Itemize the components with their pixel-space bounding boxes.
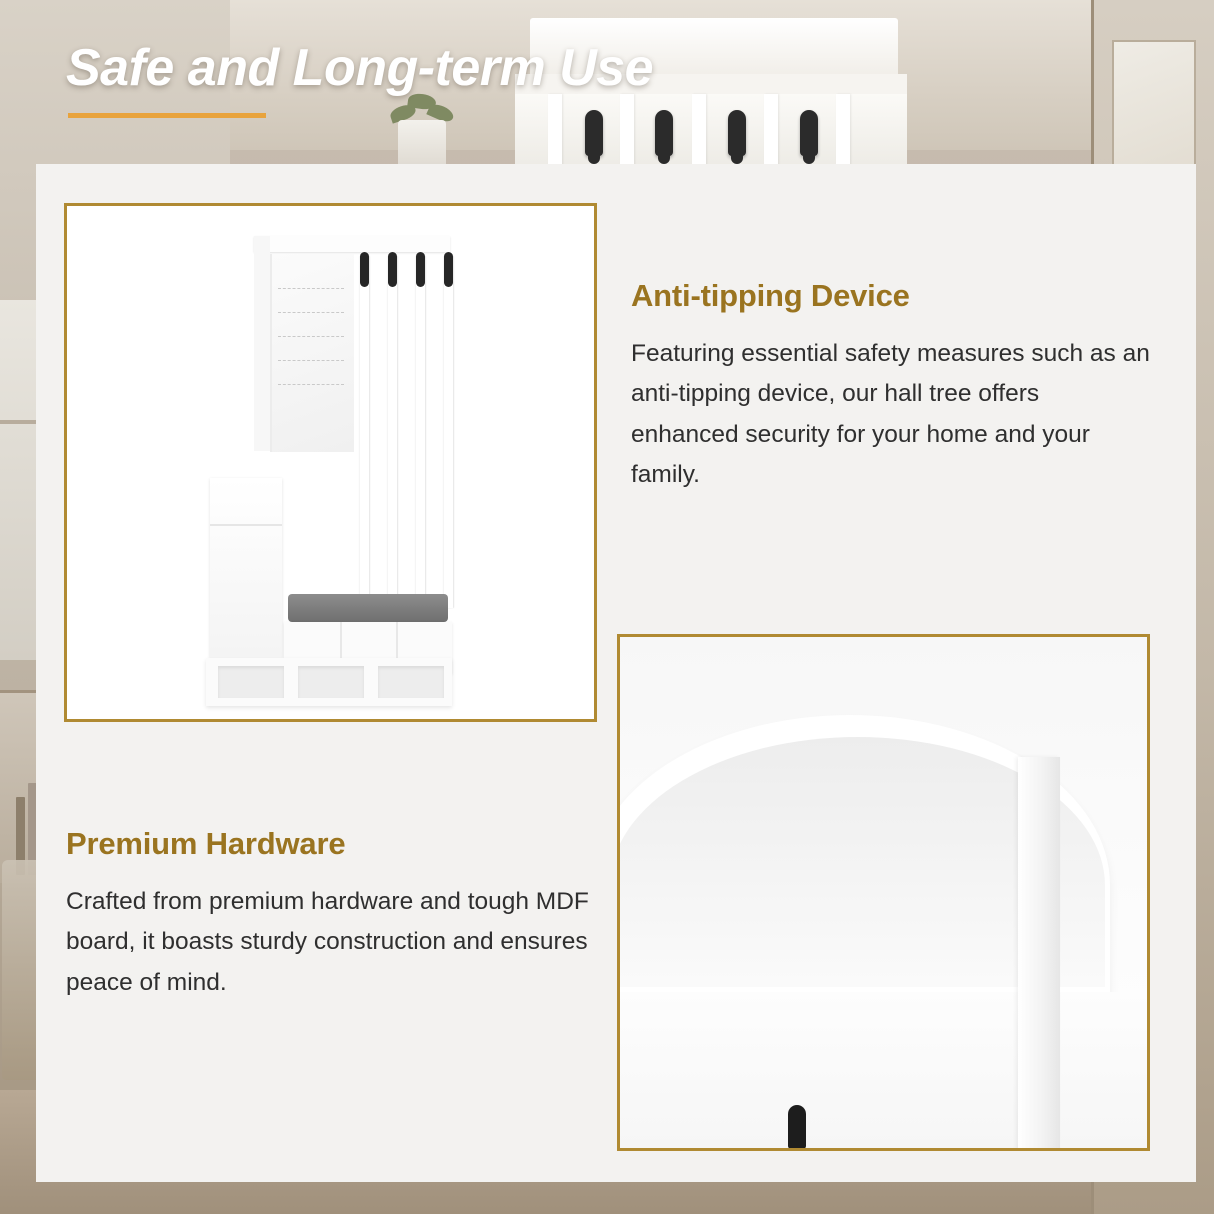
background-hook (800, 110, 818, 156)
hall-tree-illustration (192, 226, 462, 706)
storage-cubby (378, 666, 444, 698)
section-body: Crafted from premium hardware and tough MDF board, it boasts sturdy construction and ensures peace of mind. (66, 888, 589, 996)
closeup-image-frame (617, 634, 1150, 1151)
hall-tree-top-bar (254, 236, 450, 252)
bench-cushion (288, 594, 448, 622)
coat-hook-icon (360, 252, 369, 280)
page-title: Safe and Long-term Use (66, 39, 654, 97)
hall-tree-left-panel (254, 236, 270, 451)
vertical-post (1018, 757, 1060, 1151)
hall-tree-mirror-panel (270, 254, 354, 452)
section-body: Featuring essential safety measures such as an anti-tipping device, our hall tree offers enhanced security for your home and your family. (631, 340, 1150, 489)
section-heading: Anti-tipping Device (631, 278, 910, 313)
product-image-frame (64, 203, 597, 722)
closeup-lower-panel (620, 992, 1147, 1151)
coat-hook-icon (788, 1105, 806, 1149)
background-hook (655, 110, 673, 156)
coat-hook-icon (388, 252, 397, 280)
background-hook (585, 110, 603, 156)
hall-tree-cabinet-seam (210, 524, 282, 526)
coat-hook-icon (444, 252, 453, 280)
storage-cubby (298, 666, 364, 698)
storage-cubby (218, 666, 284, 698)
closeup-photo (620, 637, 1147, 1148)
section-anti-tipping (631, 278, 1151, 496)
title-underline (68, 113, 266, 118)
section-premium-hardware (66, 826, 626, 1003)
hall-tree-cabinet (210, 478, 282, 658)
section-heading: Premium Hardware (66, 826, 346, 861)
coat-hook-icon (416, 252, 425, 280)
background-hook (728, 110, 746, 156)
